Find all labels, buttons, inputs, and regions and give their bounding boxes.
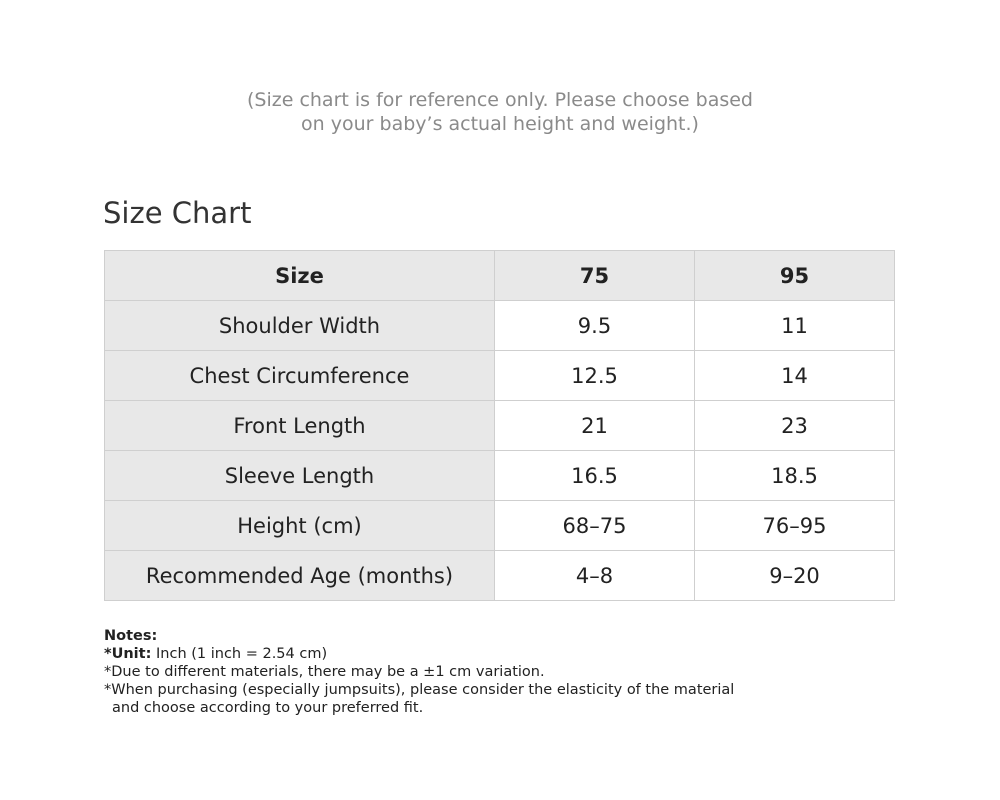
notes-fit-line: and choose according to your preferred fit. <box>112 700 424 716</box>
cell-value: 16.5 <box>495 451 695 501</box>
cell-value: 14 <box>695 351 895 401</box>
cell-value: 12.5 <box>495 351 695 401</box>
disclaimer <box>0 88 1000 136</box>
notes-variation-line: *Due to different materials, there may be a ±1 cm variation. <box>104 664 545 680</box>
notes-section <box>104 627 734 717</box>
notes-unit-label: *Unit: <box>104 646 152 662</box>
disclaimer-line-1: (Size chart is for reference only. Please choose based <box>246 89 753 111</box>
cell-value: 76–95 <box>695 501 895 551</box>
notes-unit-line <box>104 645 734 663</box>
table-row <box>105 501 895 551</box>
cell-value: 9.5 <box>495 301 695 351</box>
notes-heading: Notes: <box>104 628 158 644</box>
disclaimer-line-2: on your baby’s actual height and weight.) <box>301 113 699 135</box>
row-label: Recommended Age (months) <box>105 551 495 601</box>
table-header-row <box>105 251 895 301</box>
table-row <box>105 301 895 351</box>
cell-value: 9–20 <box>695 551 895 601</box>
notes-elasticity-line: *When purchasing (especially jumpsuits), please consider the elasticity of the material <box>104 682 735 698</box>
cell-value: 11 <box>695 301 895 351</box>
size-chart-table <box>104 250 895 601</box>
table-row <box>105 351 895 401</box>
cell-value: 21 <box>495 401 695 451</box>
row-label: Front Length <box>105 401 495 451</box>
table-row <box>105 551 895 601</box>
row-label: Height (cm) <box>105 501 495 551</box>
header-size-95: 95 <box>695 251 895 301</box>
header-size-75: 75 <box>495 251 695 301</box>
cell-value: 18.5 <box>695 451 895 501</box>
cell-value: 68–75 <box>495 501 695 551</box>
table-row <box>105 401 895 451</box>
row-label: Shoulder Width <box>105 301 495 351</box>
table-row <box>105 451 895 501</box>
header-size: Size <box>105 251 495 301</box>
row-label: Chest Circumference <box>105 351 495 401</box>
cell-value: 4–8 <box>495 551 695 601</box>
row-label: Sleeve Length <box>105 451 495 501</box>
cell-value: 23 <box>695 401 895 451</box>
notes-unit-value: Inch (1 inch = 2.54 cm) <box>151 646 328 662</box>
page-title: Size Chart <box>103 196 252 230</box>
